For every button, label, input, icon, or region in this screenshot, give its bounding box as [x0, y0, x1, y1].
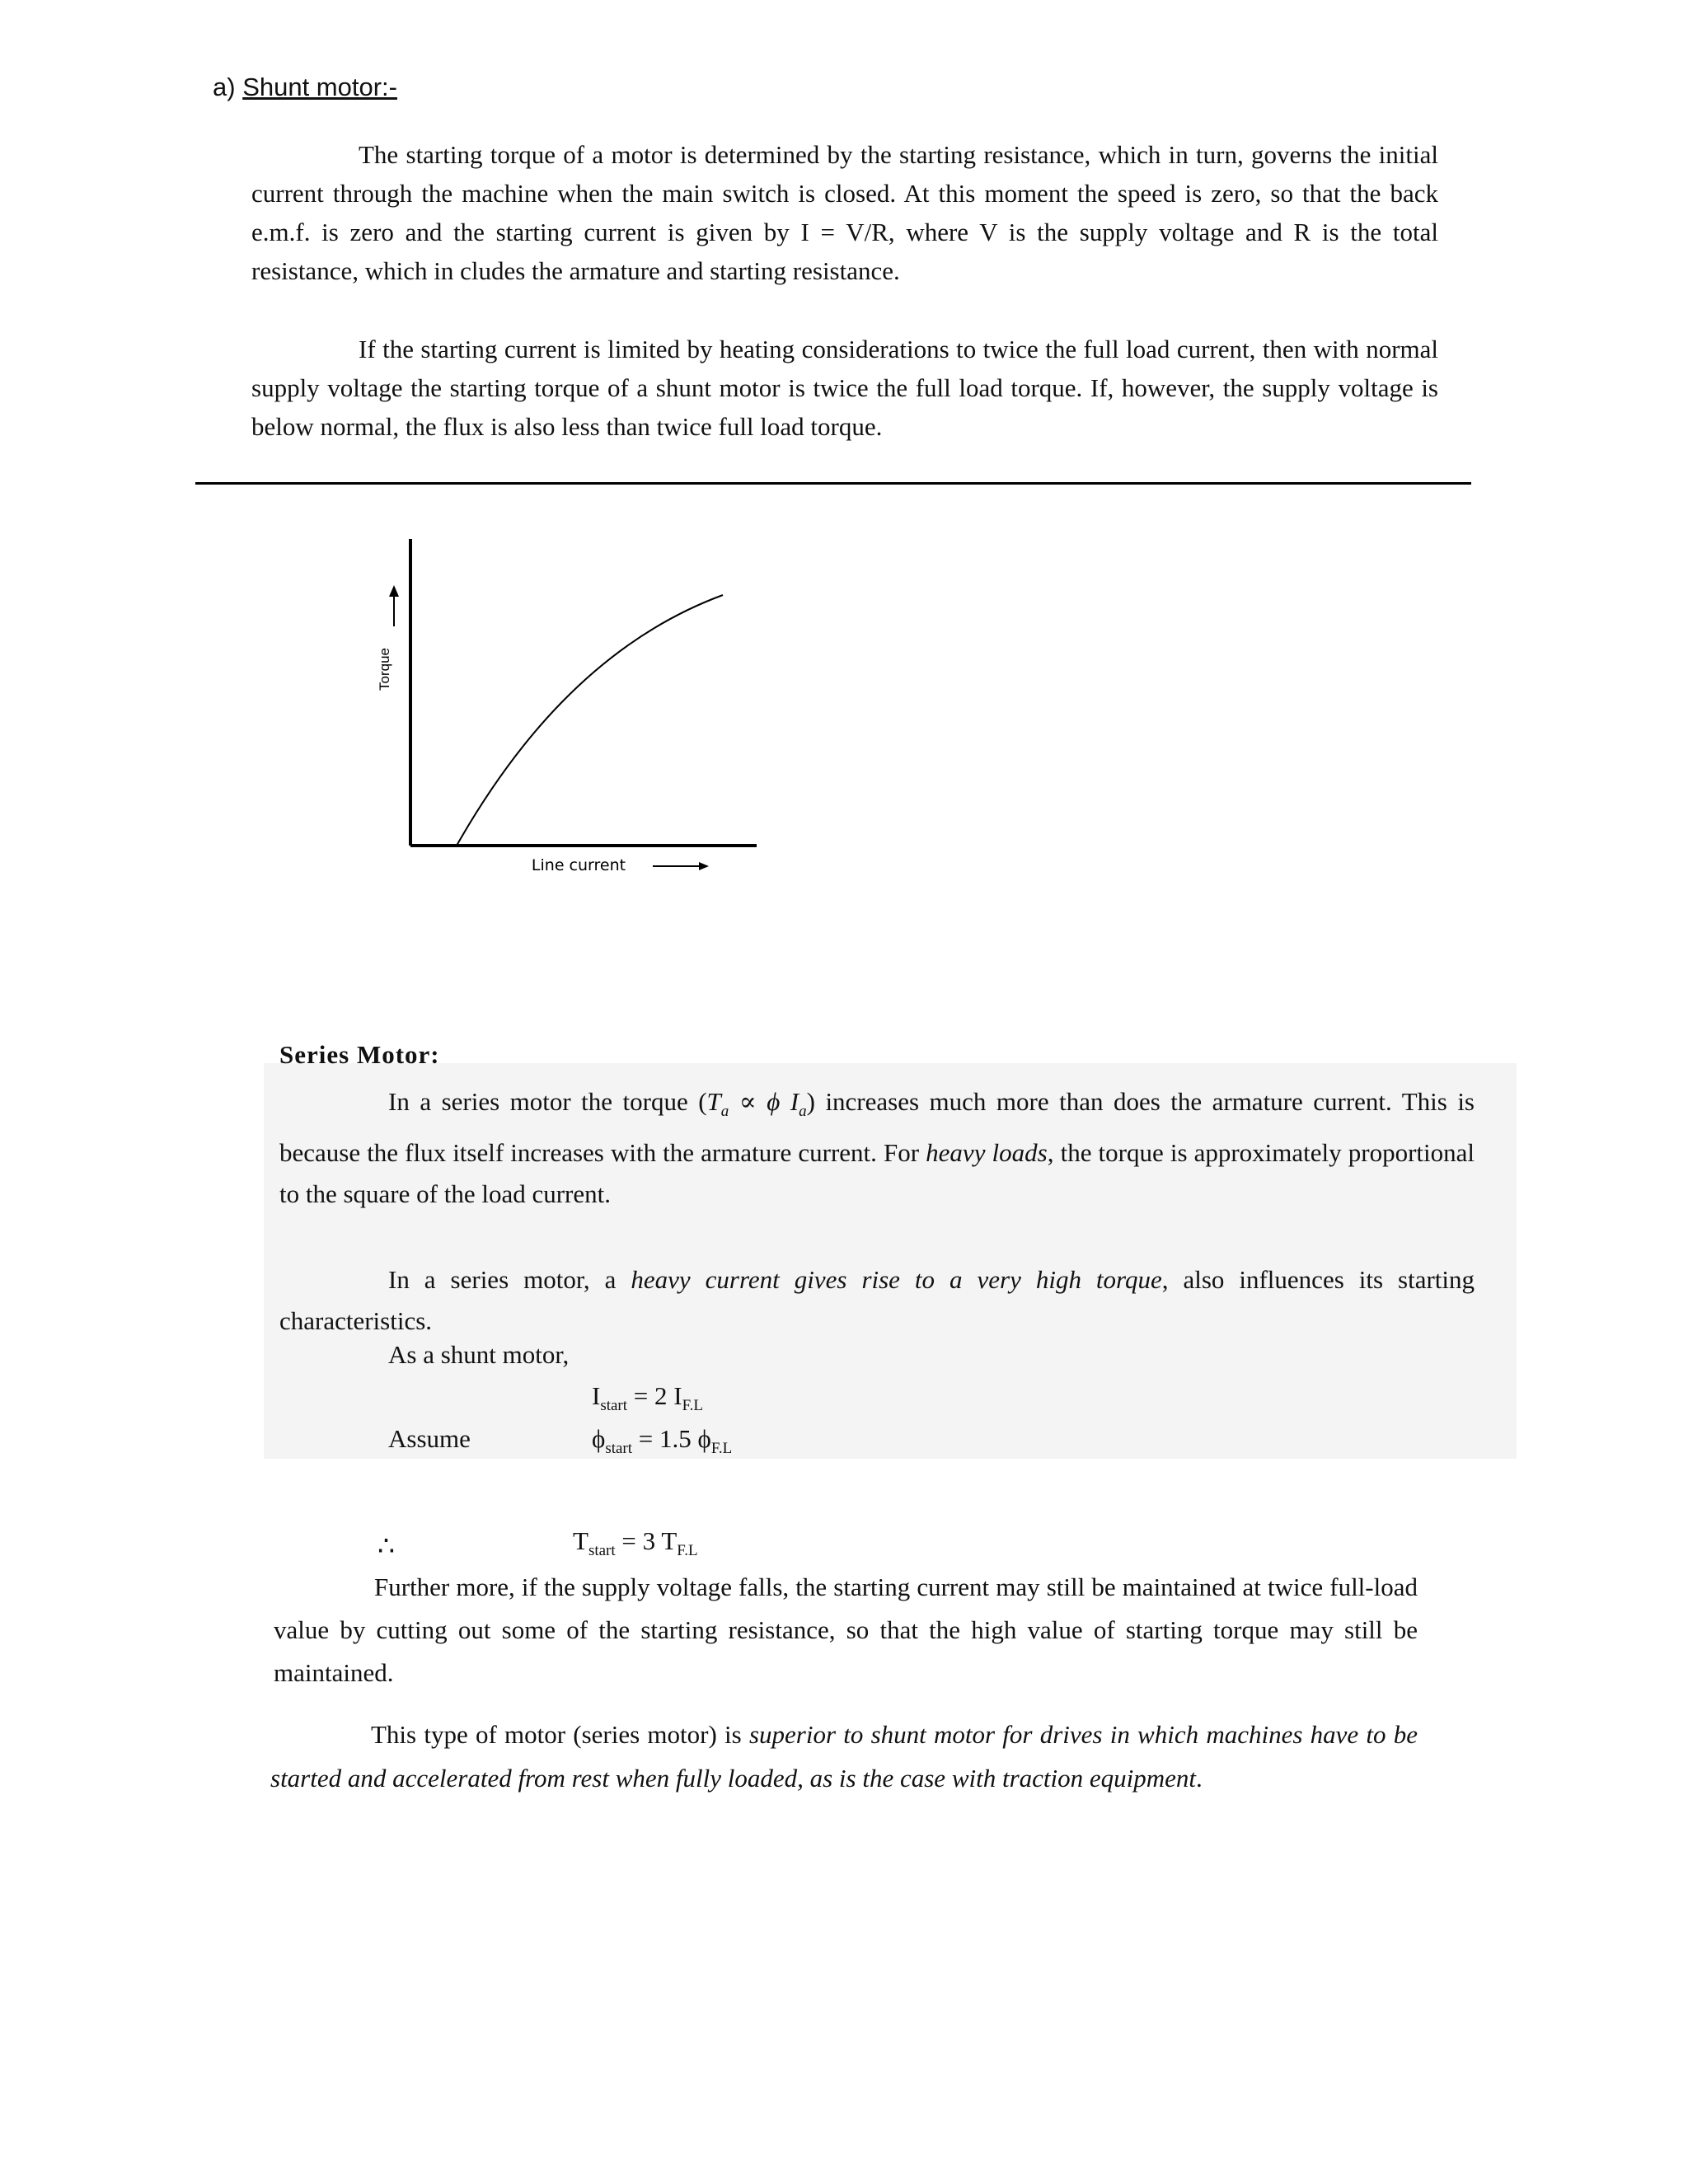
therefore-symbol: ∴ — [377, 1532, 395, 1562]
torque-curve — [457, 595, 723, 846]
shunt-paragraph-2: If the starting current is limited by heating considerations to twice the full load current, then with normal supply voltage the starting torque of a shunt motor is twice the full load torque. If, however, the supply voltage is below normal, the flux is also less than twice full load torque. — [251, 335, 1438, 441]
eq2-rhs-sub: F.L — [710, 1440, 733, 1458]
eq1-lhs-sub: start — [600, 1397, 628, 1415]
p5-end: . — [1196, 1764, 1203, 1793]
series-paragraph-5 — [270, 1713, 1418, 1800]
series-paragraph-2 — [279, 1259, 1475, 1342]
x-axis-label: Line current — [531, 856, 626, 874]
heavy-loads-text: heavy loads — [926, 1138, 1048, 1168]
eq1-rhs: = 2 I — [627, 1381, 682, 1410]
torque-line-current-graph — [346, 527, 808, 894]
p2-italic: heavy current gives rise to a very high torque — [631, 1265, 1162, 1294]
current-sub: a — [799, 1103, 807, 1121]
equation-i-start — [592, 1381, 703, 1415]
heading-prefix: a) — [213, 73, 243, 101]
assume-label: Assume — [388, 1424, 471, 1453]
series-paragraph-4: Further more, if the supply voltage falls, the starting current may still be maintained at twice full-load value by cutting out some of the starting resistance, so that the high value of starting torque may still be maintained. — [274, 1572, 1418, 1687]
proportional-flux: ∝ ϕ I — [729, 1087, 799, 1116]
p2-tail: , also influences its starting characteristics. — [279, 1265, 1475, 1335]
eq2-lhs: ϕ — [592, 1424, 606, 1453]
eq2-lhs-sub: start — [605, 1440, 633, 1458]
torque-sub: a — [720, 1103, 729, 1121]
torque-T: T — [706, 1087, 721, 1116]
p2-start: In a series motor, a — [388, 1265, 631, 1294]
p5-start: This type of motor (series motor) is — [371, 1720, 749, 1749]
series-paragraph-1 — [279, 1081, 1475, 1215]
section-heading-shunt-motor — [213, 73, 397, 102]
x-arrow-head — [699, 862, 709, 870]
equation-t-start — [573, 1526, 698, 1560]
eq3-rhs: = 3 T — [615, 1526, 678, 1555]
section-divider — [195, 482, 1471, 485]
series-paragraph-3: As a shunt motor, — [388, 1340, 570, 1369]
y-axis-label: Torque — [377, 648, 392, 691]
p1-tail: , the torque is approximately proportional to the square of the load current. — [279, 1138, 1475, 1209]
heading-title: Shunt motor:- — [242, 73, 397, 101]
y-arrow-head — [389, 585, 399, 597]
eq3-lhs-sub: start — [588, 1542, 616, 1560]
torque-symbol — [706, 1087, 807, 1121]
series-motor-heading: Series Motor: — [279, 1040, 440, 1069]
eq1-lhs: I — [592, 1381, 601, 1410]
p5-italic: superior to shunt motor for drives in which machines have to be started and accelerated from rest when fully loaded, as is the case with traction equipment — [270, 1720, 1418, 1793]
eq2-rhs: = 1.5 ϕ — [632, 1424, 711, 1453]
eq3-rhs-sub: F.L — [677, 1542, 698, 1560]
graph-svg — [346, 527, 808, 890]
eq1-rhs-sub: F.L — [682, 1397, 704, 1415]
equation-phi-start — [592, 1424, 732, 1458]
shunt-paragraph-1: The starting torque of a motor is determined by the starting resistance, which in turn, governs the initial current through the machine when the main switch is closed. At this moment the speed is zero, so that the back e.m.f. is zero and the starting current is given by I = V/R, where V is the supply voltage and R is the total resistance, which in cludes the armature and starting resistance. — [251, 140, 1438, 285]
p1-start: In a series motor the torque ( — [388, 1087, 707, 1116]
p1-end: ) increases much more than does the armature current. This is because the flux itself increases with the armature current. For — [279, 1087, 1475, 1168]
eq3-lhs: T — [573, 1526, 588, 1555]
